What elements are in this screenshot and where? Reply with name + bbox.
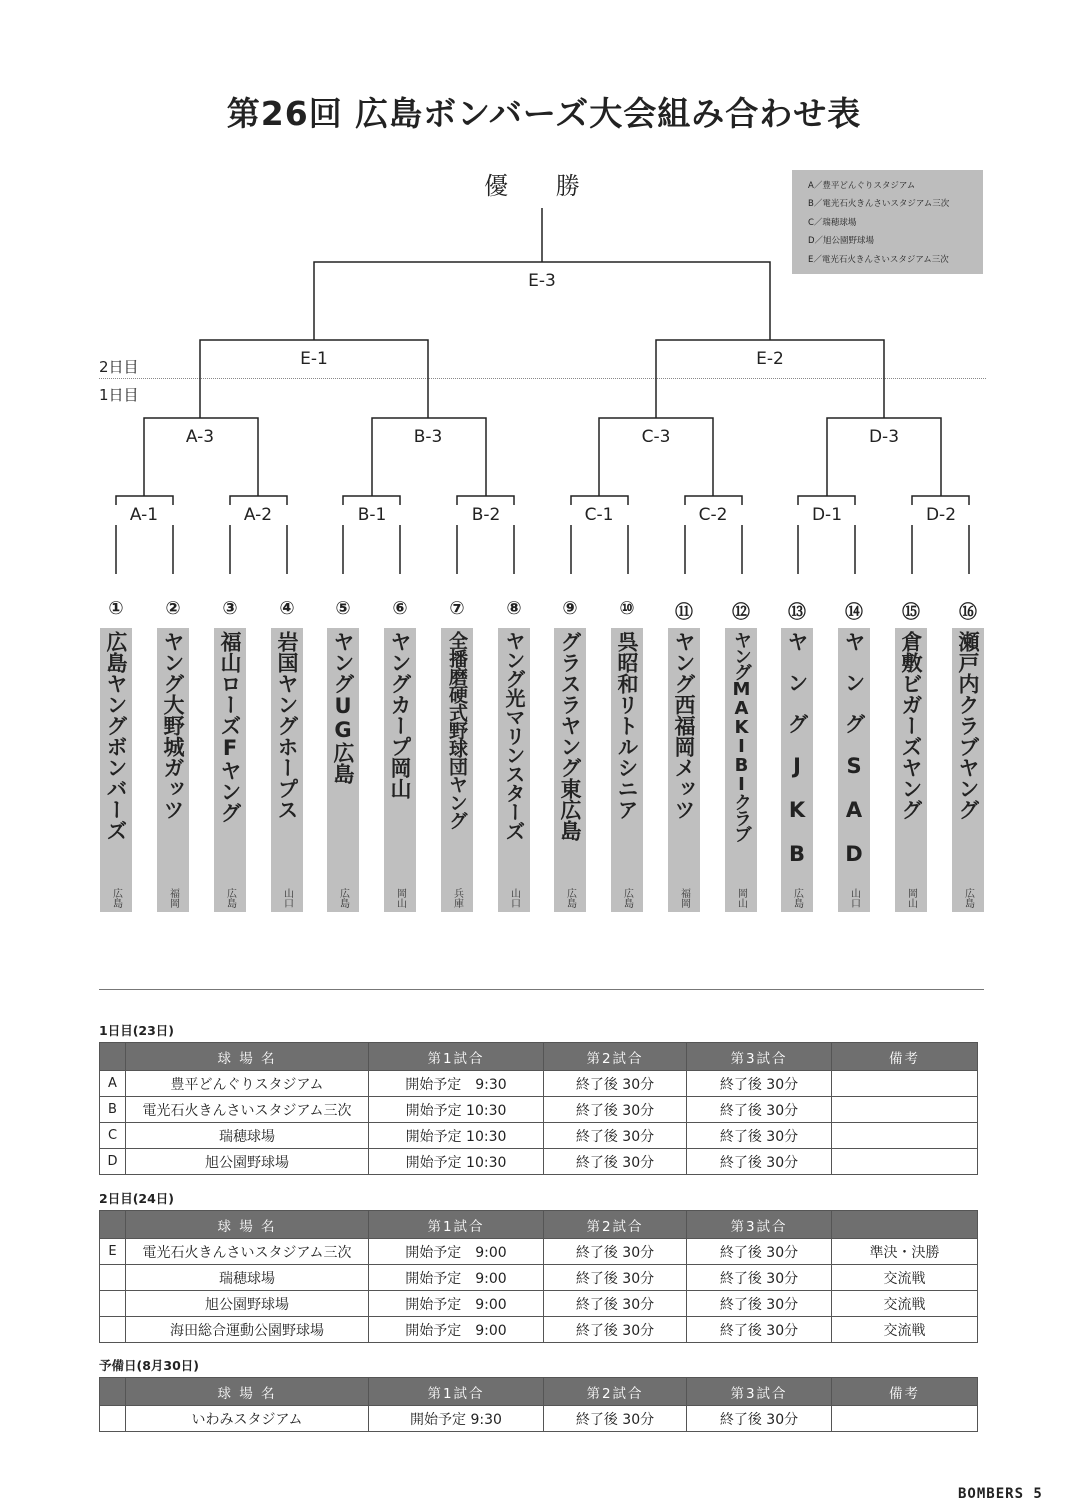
table-row bbox=[100, 1097, 978, 1123]
venue-name: 瑞穂球場 bbox=[126, 1123, 369, 1149]
team-card bbox=[384, 628, 416, 912]
match-a3: A-3 bbox=[165, 427, 235, 447]
section-divider bbox=[99, 989, 984, 990]
match-b1: B-1 bbox=[337, 505, 407, 525]
team-name: 呉昭和リトルシニア bbox=[615, 631, 639, 820]
team-prefecture: 広島 bbox=[564, 888, 576, 908]
team-number: ⑨ bbox=[562, 598, 578, 619]
team-card bbox=[554, 628, 586, 912]
day2-label: 2日目 bbox=[99, 358, 139, 376]
venue-id: E bbox=[100, 1239, 126, 1265]
day1-heading: 1日目(23日) bbox=[99, 1023, 175, 1038]
venue-name: 電光石火きんさいスタジアム三次 bbox=[126, 1239, 369, 1265]
team-name: ヤングカープ岡山 bbox=[388, 631, 412, 799]
match-d2: D-2 bbox=[906, 505, 976, 525]
table-header-row bbox=[100, 1378, 978, 1406]
venue-id bbox=[100, 1406, 126, 1432]
team-name: ヤングJKB bbox=[785, 631, 809, 886]
note bbox=[832, 1097, 978, 1123]
match-d1: D-1 bbox=[792, 505, 862, 525]
team-number: ④ bbox=[279, 598, 295, 619]
note: 交流戦 bbox=[832, 1265, 978, 1291]
game3-time: 終了後 30分 bbox=[687, 1406, 832, 1432]
team-name: 広島ヤングボンバーズ bbox=[104, 631, 128, 841]
game3-header: 第3試合 bbox=[687, 1211, 832, 1239]
team-card bbox=[838, 628, 870, 912]
id-header bbox=[100, 1378, 126, 1406]
team-prefecture: 広島 bbox=[962, 888, 974, 908]
venue-id bbox=[100, 1265, 126, 1291]
game3-time: 終了後 30分 bbox=[687, 1265, 832, 1291]
team-number: ⑤ bbox=[335, 598, 351, 619]
team-name: ヤング大野城ガッツ bbox=[161, 631, 185, 820]
match-e1: E-1 bbox=[279, 349, 349, 369]
venue-name: 瑞穂球場 bbox=[126, 1265, 369, 1291]
game3-header: 第3試合 bbox=[687, 1378, 832, 1406]
game3-time: 終了後 30分 bbox=[687, 1239, 832, 1265]
venue-name: 海田総合運動公園野球場 bbox=[126, 1317, 369, 1343]
game2-time: 終了後 30分 bbox=[544, 1317, 687, 1343]
game3-header: 第3試合 bbox=[687, 1043, 832, 1071]
game3-time: 終了後 30分 bbox=[687, 1123, 832, 1149]
match-e3: E-3 bbox=[507, 271, 577, 291]
game3-time: 終了後 30分 bbox=[687, 1071, 832, 1097]
team-name: 瀬戸内クラブヤング bbox=[956, 631, 980, 820]
team-number: ⑩ bbox=[619, 598, 635, 619]
team-name: ヤング西福岡メッツ bbox=[672, 631, 696, 820]
game2-time: 終了後 30分 bbox=[544, 1239, 687, 1265]
game1-header: 第1試合 bbox=[369, 1378, 544, 1406]
venue-name: 電光石火きんさいスタジアム三次 bbox=[126, 1097, 369, 1123]
team-prefecture: 広島 bbox=[621, 888, 633, 908]
team-card bbox=[781, 628, 813, 912]
team-card bbox=[498, 628, 530, 912]
legend-item: C／瑞穂球場 bbox=[808, 217, 857, 228]
team-number: ⑯ bbox=[959, 602, 977, 623]
team-prefecture: 兵庫 bbox=[451, 888, 463, 908]
team-number: ⑮ bbox=[902, 602, 920, 623]
match-d3: D-3 bbox=[849, 427, 919, 447]
venue-id bbox=[100, 1317, 126, 1343]
team-card bbox=[725, 628, 757, 912]
team-card bbox=[441, 628, 473, 912]
team-name: 倉敷ビガーズヤング bbox=[899, 631, 923, 820]
match-c3: C-3 bbox=[621, 427, 691, 447]
team-card bbox=[668, 628, 700, 912]
match-c1: C-1 bbox=[564, 505, 634, 525]
team-prefecture: 福岡 bbox=[167, 888, 179, 908]
venue-id: B bbox=[100, 1097, 126, 1123]
team-number: ⑥ bbox=[392, 598, 408, 619]
game2-header: 第2試合 bbox=[544, 1211, 687, 1239]
team-card bbox=[271, 628, 303, 912]
team-card bbox=[214, 628, 246, 912]
team-prefecture: 広島 bbox=[791, 888, 803, 908]
reserve-day-heading: 予備日(8月30日) bbox=[99, 1358, 200, 1373]
venue-header: 球 場 名 bbox=[126, 1043, 369, 1071]
venue-name: 旭公園野球場 bbox=[126, 1291, 369, 1317]
day2-heading: 2日目(24日) bbox=[99, 1191, 175, 1206]
game1-header: 第1試合 bbox=[369, 1211, 544, 1239]
game2-header: 第2試合 bbox=[544, 1043, 687, 1071]
team-name: ヤングUG広島 bbox=[331, 631, 355, 784]
game1-time: 開始予定 9:00 bbox=[369, 1265, 544, 1291]
game1-time: 開始予定 10:30 bbox=[369, 1097, 544, 1123]
team-prefecture: 山口 bbox=[848, 888, 860, 908]
game1-time: 開始予定 10:30 bbox=[369, 1149, 544, 1175]
game1-time: 開始予定 9:30 bbox=[369, 1071, 544, 1097]
game2-time: 終了後 30分 bbox=[544, 1265, 687, 1291]
table-row bbox=[100, 1071, 978, 1097]
team-name: ヤングMAKIBIクラブ bbox=[731, 631, 752, 841]
note-header: 備考 bbox=[832, 1043, 978, 1071]
champion-label: 優 勝 bbox=[484, 172, 600, 200]
team-card bbox=[157, 628, 189, 912]
venue-name: 豊平どんぐりスタジアム bbox=[126, 1071, 369, 1097]
match-c2: C-2 bbox=[678, 505, 748, 525]
venue-id bbox=[100, 1291, 126, 1317]
team-number: ⑫ bbox=[732, 602, 750, 623]
team-prefecture: 岡山 bbox=[905, 888, 917, 908]
game1-time: 開始予定 9:00 bbox=[369, 1239, 544, 1265]
note: 準決・決勝 bbox=[832, 1239, 978, 1265]
game2-header: 第2試合 bbox=[544, 1378, 687, 1406]
note bbox=[832, 1071, 978, 1097]
table-row bbox=[100, 1291, 978, 1317]
team-card bbox=[952, 628, 984, 912]
note: 交流戦 bbox=[832, 1291, 978, 1317]
team-name: 全播磨硬式野球団ヤング bbox=[446, 631, 468, 829]
table-row bbox=[100, 1317, 978, 1343]
note: 交流戦 bbox=[832, 1317, 978, 1343]
game2-time: 終了後 30分 bbox=[544, 1291, 687, 1317]
team-card bbox=[327, 628, 359, 912]
game2-time: 終了後 30分 bbox=[544, 1097, 687, 1123]
legend-item: A／豊平どんぐりスタジアム bbox=[808, 181, 916, 191]
team-number: ① bbox=[108, 598, 124, 619]
team-name: ヤングSAD bbox=[842, 631, 866, 886]
game1-time: 開始予定 9:30 bbox=[369, 1406, 544, 1432]
team-name: 岩国ヤングホープス bbox=[275, 631, 299, 820]
legend-item: E／電光石火きんさいスタジアム三次 bbox=[808, 254, 949, 265]
game3-time: 終了後 30分 bbox=[687, 1097, 832, 1123]
team-prefecture: 山口 bbox=[508, 888, 520, 908]
match-b2: B-2 bbox=[451, 505, 521, 525]
note-header: 備考 bbox=[832, 1378, 978, 1406]
match-a2: A-2 bbox=[223, 505, 293, 525]
team-number: ⑦ bbox=[449, 598, 465, 619]
venue-header: 球 場 名 bbox=[126, 1378, 369, 1406]
page-footer: BOMBERS 5 bbox=[958, 1486, 1043, 1502]
table-row bbox=[100, 1406, 978, 1432]
id-header bbox=[100, 1043, 126, 1071]
table-header-row bbox=[100, 1043, 978, 1071]
team-card bbox=[100, 628, 132, 912]
note bbox=[832, 1149, 978, 1175]
note bbox=[832, 1123, 978, 1149]
game3-time: 終了後 30分 bbox=[687, 1291, 832, 1317]
team-prefecture: 福岡 bbox=[678, 888, 690, 908]
team-number: ② bbox=[165, 598, 181, 619]
match-e2: E-2 bbox=[735, 349, 805, 369]
venue-id: D bbox=[100, 1149, 126, 1175]
team-prefecture: 岡山 bbox=[735, 888, 747, 908]
game1-header: 第1試合 bbox=[369, 1043, 544, 1071]
match-b3: B-3 bbox=[393, 427, 463, 447]
game2-time: 終了後 30分 bbox=[544, 1071, 687, 1097]
day1-label: 1日目 bbox=[99, 386, 139, 404]
team-number: ⑧ bbox=[506, 598, 522, 619]
reserve-day-schedule-table bbox=[99, 1377, 978, 1432]
venue-name: いわみスタジアム bbox=[126, 1406, 369, 1432]
legend-item: D／旭公園野球場 bbox=[808, 236, 875, 247]
match-a1: A-1 bbox=[109, 505, 179, 525]
game1-time: 開始予定 9:00 bbox=[369, 1291, 544, 1317]
game3-time: 終了後 30分 bbox=[687, 1317, 832, 1343]
team-number: ③ bbox=[222, 598, 238, 619]
game3-time: 終了後 30分 bbox=[687, 1149, 832, 1175]
table-row bbox=[100, 1149, 978, 1175]
venue-header: 球 場 名 bbox=[126, 1211, 369, 1239]
team-number: ⑬ bbox=[788, 602, 806, 623]
venue-id: C bbox=[100, 1123, 126, 1149]
team-card bbox=[895, 628, 927, 912]
team-prefecture: 岡山 bbox=[394, 888, 406, 908]
page-title: 第26回 広島ボンバーズ大会組み合わせ表 bbox=[226, 94, 862, 133]
game2-time: 終了後 30分 bbox=[544, 1123, 687, 1149]
table-row bbox=[100, 1239, 978, 1265]
day2-schedule-table bbox=[99, 1210, 978, 1343]
id-header bbox=[100, 1211, 126, 1239]
game2-time: 終了後 30分 bbox=[544, 1149, 687, 1175]
team-prefecture: 広島 bbox=[337, 888, 349, 908]
team-name: ヤング光マリンスターズ bbox=[502, 631, 526, 840]
team-name: グラスラヤング東広島 bbox=[558, 631, 582, 841]
team-number: ⑪ bbox=[675, 602, 693, 623]
table-row bbox=[100, 1123, 978, 1149]
venue-name: 旭公園野球場 bbox=[126, 1149, 369, 1175]
team-name: 福山ローズFヤング bbox=[218, 631, 242, 823]
note-header bbox=[832, 1211, 978, 1239]
note bbox=[832, 1406, 978, 1432]
game1-time: 開始予定 9:00 bbox=[369, 1317, 544, 1343]
team-prefecture: 広島 bbox=[224, 888, 236, 908]
venue-id: A bbox=[100, 1071, 126, 1097]
game2-time: 終了後 30分 bbox=[544, 1406, 687, 1432]
day1-schedule-table bbox=[99, 1042, 978, 1175]
game1-time: 開始予定 10:30 bbox=[369, 1123, 544, 1149]
team-prefecture: 広島 bbox=[110, 888, 122, 908]
team-number: ⑭ bbox=[845, 602, 863, 623]
table-header-row bbox=[100, 1211, 978, 1239]
legend-item: B／電光石火きんさいスタジアム三次 bbox=[808, 199, 950, 210]
table-row bbox=[100, 1265, 978, 1291]
team-prefecture: 山口 bbox=[281, 888, 293, 908]
team-card bbox=[611, 628, 643, 912]
